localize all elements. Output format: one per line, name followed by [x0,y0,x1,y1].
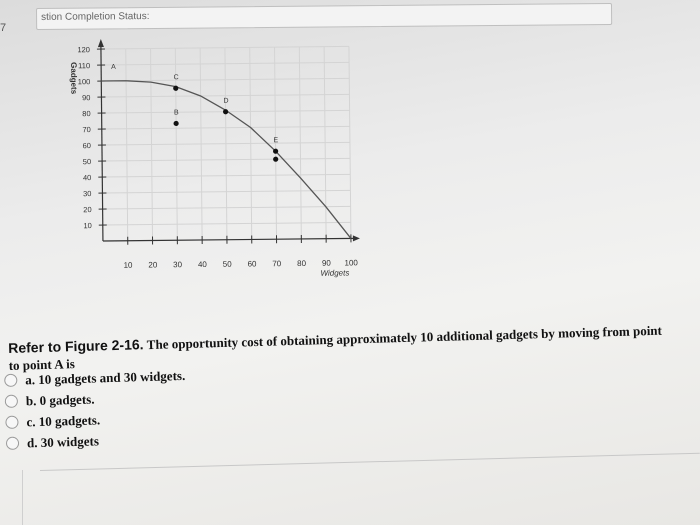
y-tick-label: 50 [82,157,92,167]
x-axis-label: Widgets [320,268,350,278]
x-tick-label: 10 [123,260,133,270]
x-tick-label: 30 [173,260,183,270]
y-tick-label: 10 [83,221,92,231]
option-label: d. 30 widgets [26,432,100,450]
point-label: C [173,74,179,82]
option-label: c. 10 gadgets. [26,411,101,429]
question-number: 7 [0,22,7,34]
answer-options [4,362,306,454]
point-label: D [223,97,229,105]
point-label: E [273,137,279,145]
y-axis-label: Gadgets [69,62,79,95]
data-point [223,109,228,114]
y-axis-arrow [98,39,104,47]
point-label: B [173,109,179,117]
x-tick-label: 20 [148,260,158,270]
y-tick-label: 110 [78,61,91,71]
y-tick-label: 70 [82,125,91,135]
x-tick-label: 90 [321,258,331,268]
x-tick-label: 80 [297,258,307,268]
completion-status-label: stion Completion Status: [41,11,150,23]
x-tick-label: 40 [197,259,207,270]
y-tick-label: 60 [82,141,91,151]
x-tick-label: 100 [344,258,358,268]
radio-button[interactable] [5,416,18,429]
x-tick-label: 50 [222,259,232,269]
y-tick-label: 100 [77,77,91,87]
y-tick-label: 90 [82,93,91,103]
option-label: b. 0 gadgets. [25,390,95,408]
option-label: a. 10 gadgets and 30 widgets. [25,367,186,387]
y-tick-label: 80 [82,109,91,119]
data-point [173,121,178,126]
divider [22,470,23,525]
radio-button[interactable] [4,374,17,387]
question-stem-continued: to point A is [8,356,76,373]
x-tick-label: 60 [247,259,257,269]
x-axis [103,238,355,241]
data-point [273,157,278,162]
y-axis [101,41,103,241]
figure-reference: Refer to Figure 2-16. [8,336,144,356]
y-tick-label: 30 [83,189,92,199]
radio-button[interactable] [6,437,19,450]
question-stem: The opportunity cost of obtaining approximately 10 additional gadgets by moving from point [146,322,663,353]
divider [40,453,700,471]
y-tick-label: 20 [83,205,92,215]
y-tick-label: 120 [77,45,90,55]
y-tick-label: 40 [82,173,92,183]
x-axis-arrow [353,235,360,241]
x-tick-label: 70 [272,259,282,269]
point-label: A [111,63,116,71]
radio-button[interactable] [5,395,18,408]
